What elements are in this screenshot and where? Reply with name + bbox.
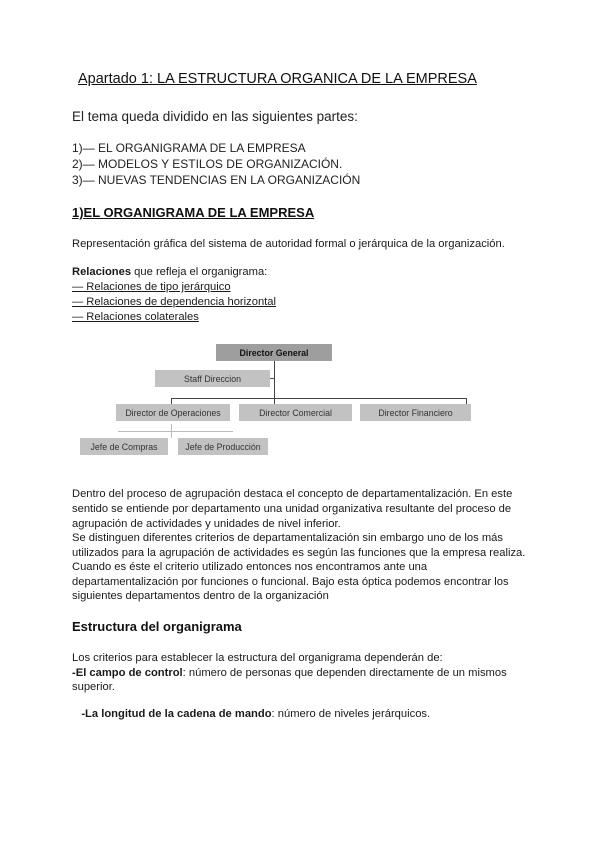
director-operaciones-box: Director de Operaciones — [116, 404, 230, 421]
criteria-item-rest: superior. — [72, 681, 115, 693]
body-line: Se distinguen diferentes criterios de departamentalización sin embargo uno de los más — [72, 532, 503, 544]
director-comercial-box: Director Comercial — [239, 404, 352, 421]
body-line: Dentro del proceso de agrupación destaca el concepto de departamentalización. En este — [72, 488, 513, 500]
relations-label-bold: Relaciones — [72, 266, 132, 278]
part-item: 3)— NUEVAS TENDENCIAS EN LA ORGANIZACIÓN — [72, 173, 361, 187]
body-line: Cuando es éste el criterio utilizado entonces nos encontramos ante una — [72, 561, 428, 573]
definition-text: Representación gráfica del sistema de autoridad formal o jerárquica de la organización. — [72, 238, 505, 250]
relations-label-rest: que refleja el organigrama: — [131, 266, 268, 278]
body-line: agrupación de actividades y unidades de nivel inferior. — [72, 518, 341, 530]
criteria-item — [72, 681, 115, 693]
relation-item: — Relaciones de tipo jerárquico — [72, 281, 231, 293]
connector-line — [171, 398, 467, 399]
org-chart — [78, 340, 478, 462]
body-line: sentido se entiende por departamento una unidad organizativa resultante del proceso de — [72, 503, 512, 515]
criteria-item — [72, 667, 507, 679]
criteria-item-rest: : número de personas que dependen directamente de un mismos — [182, 667, 507, 679]
section-heading-organigrama: 1)EL ORGANIGRAMA DE LA EMPRESA — [72, 205, 315, 220]
jefe-compras-box: Jefe de Compras — [80, 438, 168, 455]
section-heading-estructura: Estructura del organigrama — [72, 619, 242, 634]
criteria-item-bold: -La longitud de la cadena de mando — [78, 708, 272, 720]
relation-item: — Relaciones colaterales — [72, 311, 199, 323]
criteria-intro: Los criterios para establecer la estructura del organigrama dependerán de: — [72, 652, 443, 664]
director-financiero-box: Director Financiero — [360, 404, 471, 421]
criteria-item-bold: -El campo de control — [72, 667, 183, 679]
director-general-box: Director General — [216, 344, 332, 361]
body-line: utilizados para la agrupación de actividades es según las funciones que la empresa realiza. — [72, 547, 526, 559]
connector-line — [270, 378, 274, 379]
relation-item: — Relaciones de dependencia horizontal — [72, 296, 276, 308]
body-line: departamentalización por funciones o funcional. Bajo esta óptica podemos encontrar los — [72, 576, 509, 588]
connector-line — [118, 431, 233, 432]
part-item: 1)— EL ORGANIGRAMA DE LA EMPRESA — [72, 141, 306, 155]
staff-direccion-box: Staff Direccion — [155, 370, 270, 387]
intro-text: El tema queda dividido en las siguientes partes: — [72, 109, 358, 124]
connector-line — [274, 361, 275, 406]
relations-label — [72, 266, 267, 278]
jefe-produccion-box: Jefe de Producción — [178, 438, 268, 455]
page-title: Apartado 1: LA ESTRUCTURA ORGANICA DE LA EMPRESA — [78, 71, 477, 87]
part-item: 2)— MODELOS Y ESTILOS DE ORGANIZACIÓN. — [72, 157, 343, 171]
criteria-item — [72, 696, 430, 720]
criteria-item-rest: : número de niveles jerárquicos. — [271, 708, 431, 720]
body-line: siguientes departamentos dentro de la organización — [72, 590, 329, 602]
